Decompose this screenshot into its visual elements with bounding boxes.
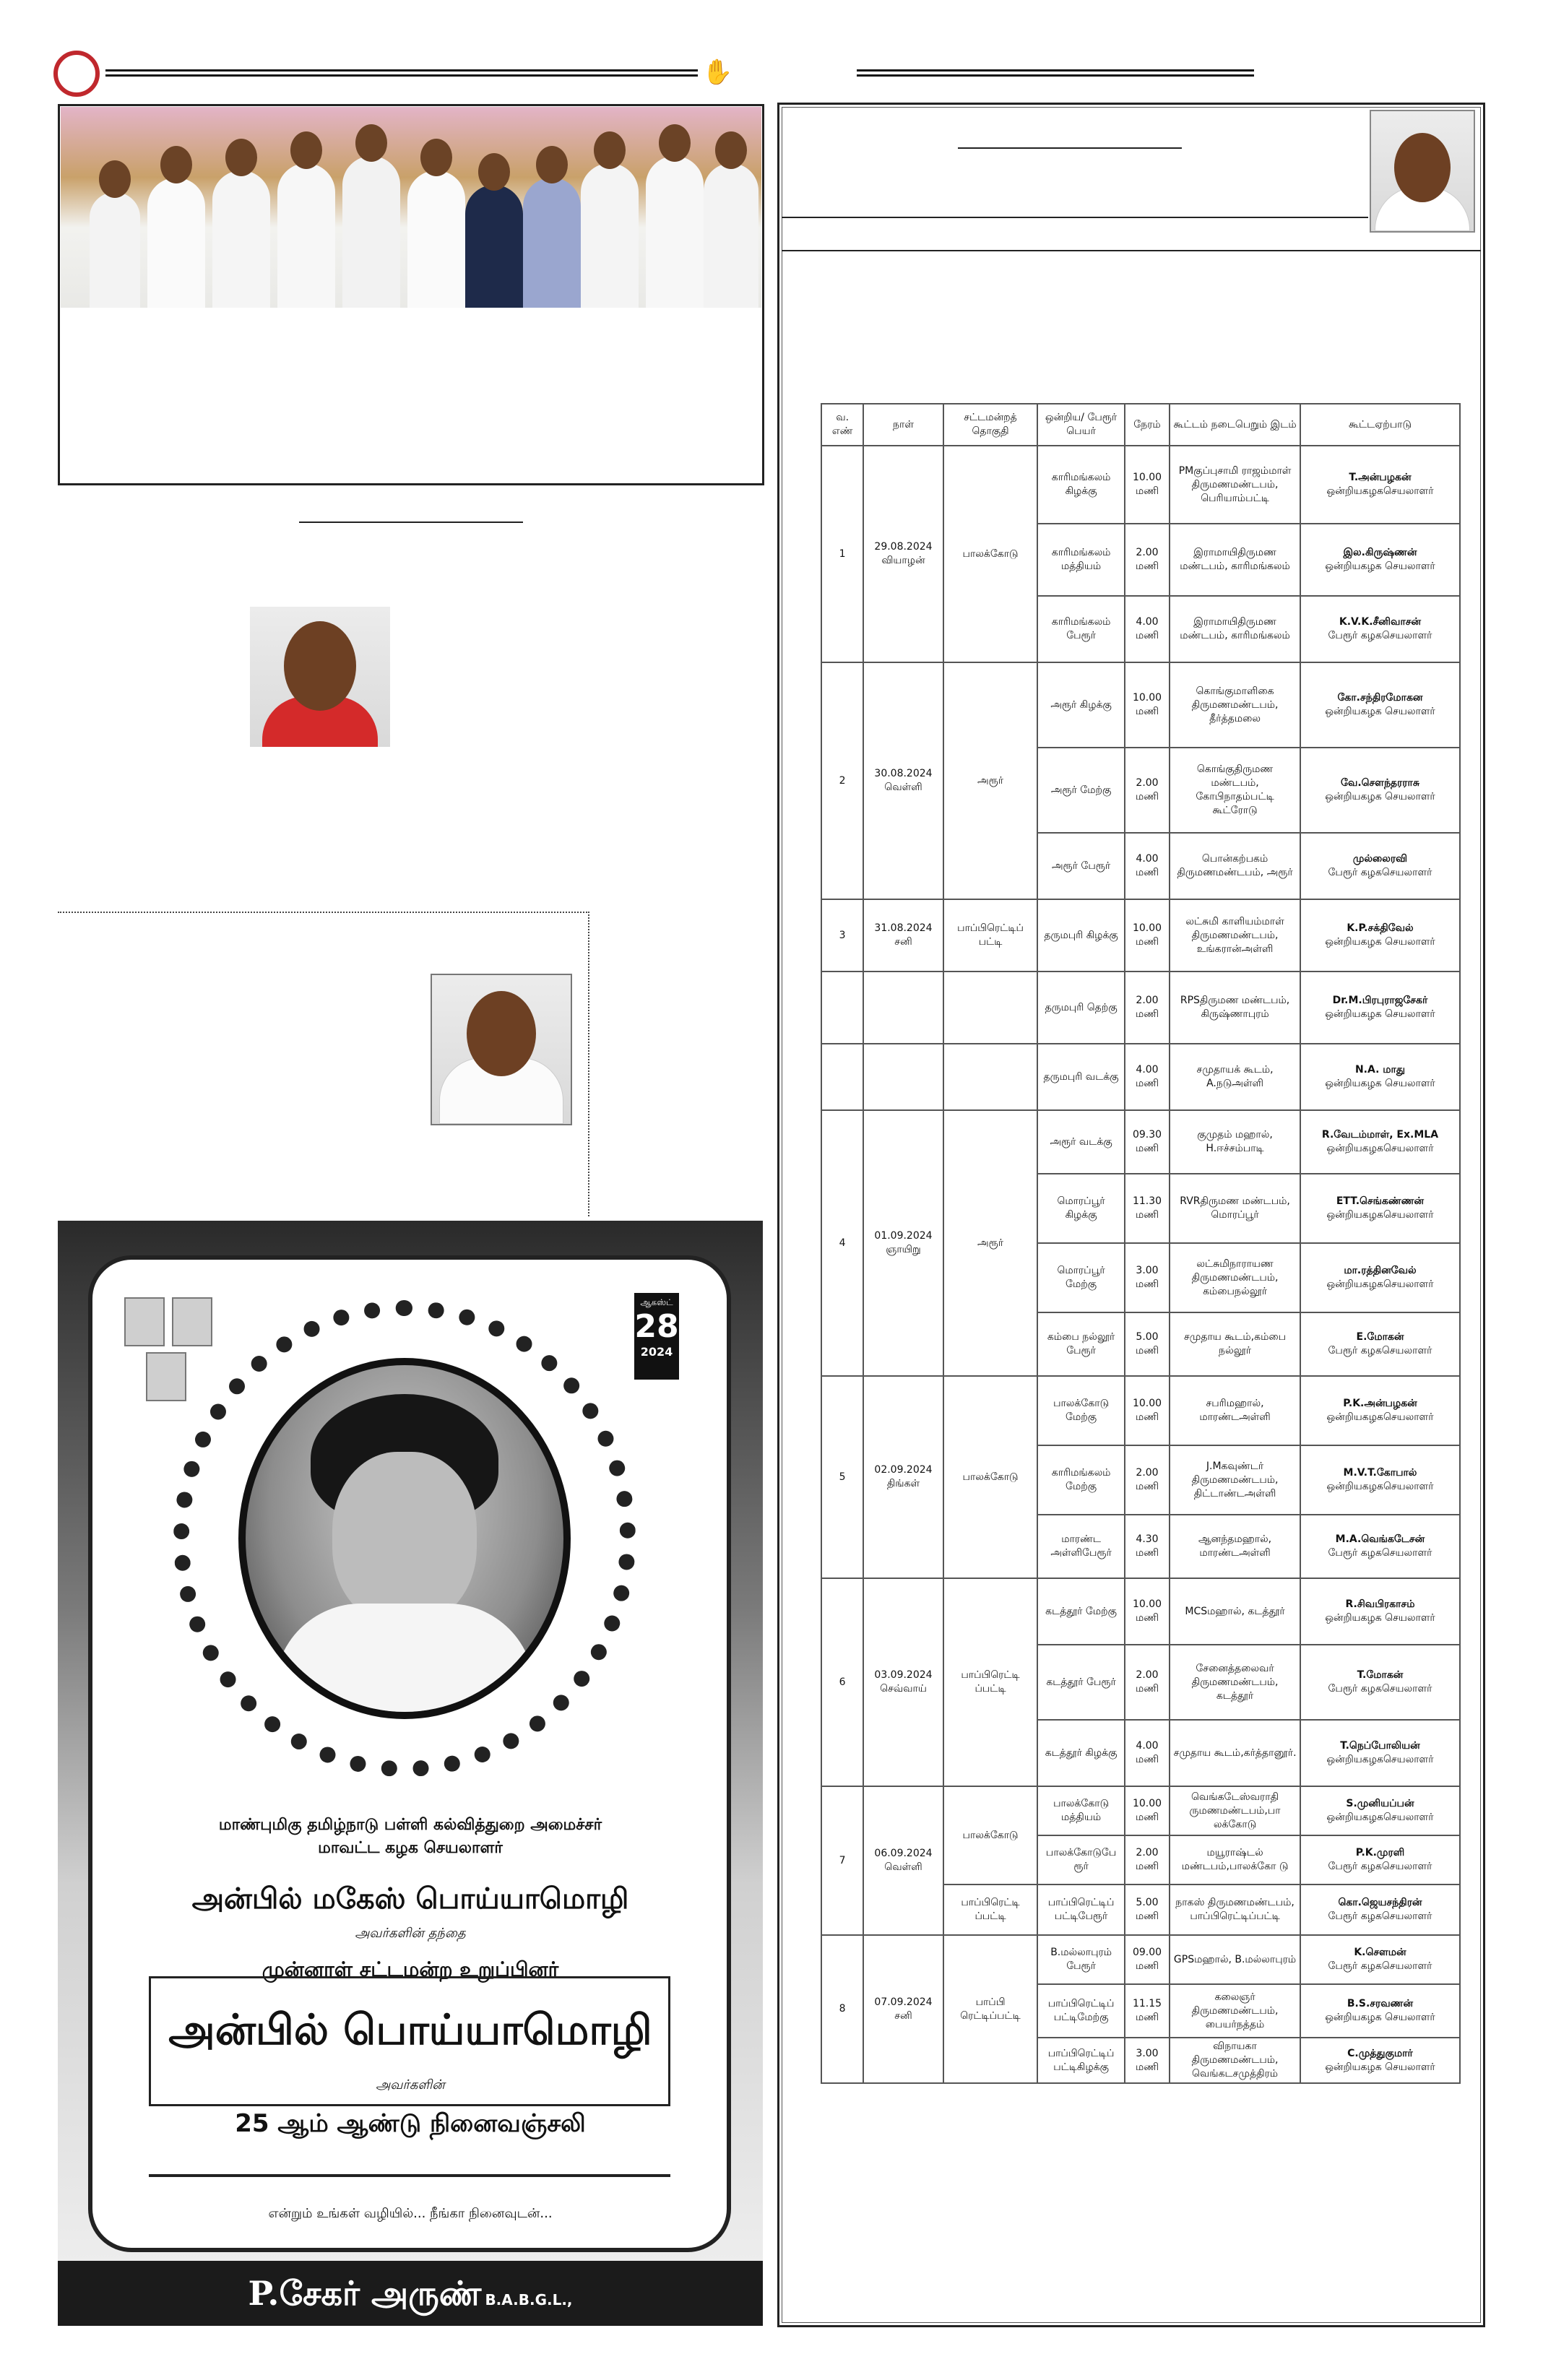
cell-union: அரூர் மேற்கு — [1037, 748, 1125, 833]
cell-date — [863, 662, 943, 899]
cell-union: காரிமங்கலம் கிழக்கு — [1037, 446, 1125, 524]
cell-day-value: வெள்ளி — [884, 782, 922, 793]
cell-serial: 2 — [821, 662, 863, 899]
cell-date — [863, 1044, 943, 1110]
cell-date — [863, 1110, 943, 1376]
cell-time: 2.00 மணி — [1125, 1835, 1170, 1884]
organiser-name: R.சிவபிரகாசம் — [1345, 1598, 1415, 1610]
cell-time: 4.00 மணி — [1125, 833, 1170, 899]
cell-venue: கொங்குதிருமண மண்டபம், கோபிநாதம்பட்டி கூட்ரோடு — [1170, 748, 1300, 833]
cell-time: 10.00 மணி — [1125, 446, 1170, 524]
notice-portrait — [1370, 110, 1475, 233]
cell-constituency: பாப்பிரெட்டிப் பட்டி — [943, 899, 1038, 972]
cell-venue: PMகுப்புசாமி ராஜம்மாள் திருமணமண்டபம், பெரியாம்பட்டி — [1170, 446, 1300, 524]
cell-union: கடத்தூர் மேற்கு — [1037, 1578, 1125, 1645]
deceased-name: அன்பில் பொய்யாமொழி — [168, 2005, 652, 2054]
footer-degree: B.A.B.G.L., — [485, 2291, 573, 2308]
date-month: ஆகஸ்ட் — [640, 1297, 673, 1307]
table-row — [821, 1044, 1460, 1110]
table-row — [821, 1578, 1460, 1645]
cell-organiser — [1300, 1174, 1460, 1243]
leader-portrait-2 — [172, 1297, 212, 1346]
organiser-role: ஒன்றியகழகசெயலாளர் — [1326, 1411, 1434, 1423]
cell-date — [863, 446, 943, 662]
cell-time: 4.00 மணி — [1125, 596, 1170, 662]
memorial-portrait — [238, 1358, 571, 1719]
masthead-circle-icon — [53, 51, 100, 97]
cell-venue: குமுதம் மஹால், H.ஈச்சம்பாடி — [1170, 1110, 1300, 1174]
cell-date-value: 30.08.2024 — [874, 768, 933, 779]
cell-union: பாலக்கோடு மத்தியம் — [1037, 1786, 1125, 1835]
table-row — [821, 1786, 1460, 1835]
cell-time: 4.00 மணி — [1125, 1044, 1170, 1110]
footer-name: P.சேகர் அருண் — [248, 2274, 482, 2313]
cell-time: 4.00 மணி — [1125, 1720, 1170, 1786]
cell-time: 3.00 மணி — [1125, 2038, 1170, 2083]
cell-time: 10.00 மணி — [1125, 662, 1170, 748]
date-badge — [634, 1293, 679, 1380]
memorial-tagline: என்றும் உங்கள் வழியில்... நீங்கா நினைவுடன்... — [268, 2206, 553, 2221]
cell-organiser — [1300, 446, 1460, 524]
cell-time: 3.00 மணி — [1125, 1243, 1170, 1312]
memorial-line-1: மாண்புமிகு தமிழ்நாடு பள்ளி கல்வித்துறை அமைச்சர் — [218, 1816, 602, 1834]
organiser-name: C.முத்துகுமார் — [1347, 2047, 1413, 2059]
cell-union: அரூர் கிழக்கு — [1037, 662, 1125, 748]
cell-union: காரிமங்கலம் மத்தியம் — [1037, 524, 1125, 596]
cell-organiser — [1300, 1786, 1460, 1835]
cell-serial: 7 — [821, 1786, 863, 1935]
cell-time: 4.30 மணி — [1125, 1515, 1170, 1578]
organiser-role: ஒன்றியகழகசெயலாளர் — [1326, 1278, 1434, 1290]
organiser-name: இல.கிருஷ்ணன் — [1343, 547, 1417, 558]
cell-date-value: 01.09.2024 — [874, 1230, 933, 1242]
cell-organiser — [1300, 1884, 1460, 1935]
organiser-role: ஒன்றியகழக செயலாளர் — [1325, 2061, 1435, 2073]
cell-union: அரூர் வடக்கு — [1037, 1110, 1125, 1174]
organiser-name: B.S.சரவணன் — [1347, 1998, 1414, 2009]
organiser-name: R.வேடம்மாள், Ex.MLA — [1321, 1129, 1439, 1141]
col-header-venue: கூட்டம் நடைபெறும் இடம் — [1170, 404, 1300, 446]
cell-organiser — [1300, 833, 1460, 899]
cell-venue: சமுதாய கூடம்,கர்த்தானூர். — [1170, 1720, 1300, 1786]
organiser-name: வே.சௌந்தரராசு — [1341, 777, 1419, 789]
organiser-role: ஒன்றியகழகசெயலாளர் — [1326, 485, 1434, 497]
cell-venue: விநாயகா திருமணமண்டபம், வெங்கடசமுத்திரம் — [1170, 2038, 1300, 2083]
organiser-role: ஒன்றியகழக செயலாளர் — [1325, 1008, 1435, 1020]
cell-organiser — [1300, 748, 1460, 833]
organiser-name: T.அன்பழகன் — [1349, 472, 1412, 483]
cell-serial — [821, 972, 863, 1044]
cell-venue: GPSமஹால், B.மல்லாபுரம் — [1170, 1935, 1300, 1984]
cell-date — [863, 1935, 943, 2083]
portrait-photo-2 — [431, 974, 572, 1125]
organiser-role: ஒன்றியகழகசெயலாளர் — [1326, 1143, 1434, 1154]
cell-organiser — [1300, 1935, 1460, 1984]
organiser-role: பேரூர் கழகசெயலாளர் — [1328, 1960, 1432, 1972]
cell-union: கடத்தூர் பேரூர் — [1037, 1645, 1125, 1720]
cell-date-value: 03.09.2024 — [874, 1669, 933, 1681]
table-row — [821, 446, 1460, 524]
cell-constituency: பாலக்கோடு — [943, 1376, 1038, 1578]
cell-constituency: அரூர் — [943, 662, 1038, 899]
cell-union: பாப்பிரெட்டிப் பட்டிமேற்கு — [1037, 1984, 1125, 2038]
cell-time: 2.00 மணி — [1125, 524, 1170, 596]
cell-organiser — [1300, 1835, 1460, 1884]
organiser-name: T.நெப்போலியன் — [1340, 1740, 1420, 1752]
cell-day-value: சனி — [894, 2009, 912, 2022]
memorial-line-2: மாவட்ட கழக செயலாளர் — [318, 1839, 503, 1857]
organiser-role: பேரூர் கழகசெயலாளர் — [1328, 1683, 1432, 1695]
dotted-divider-vertical — [588, 912, 589, 1216]
organiser-name: S.முனியப்பன் — [1346, 1798, 1414, 1809]
cell-day-value: திங்கள் — [886, 1478, 920, 1489]
cell-organiser — [1300, 899, 1460, 972]
date-day: 28 — [634, 1308, 679, 1345]
remembrance-title: 25 ஆம் ஆண்டு நினைவஞ்சலி — [235, 2109, 586, 2138]
cell-venue: J.Mகவுண்டர் திருமணமண்டபம், திட்டாண்டஅள்ளி — [1170, 1445, 1300, 1515]
party-emblem-icon: ✋ — [702, 58, 733, 87]
cell-date — [863, 899, 943, 972]
cell-union: பாலக்கோடு மேற்கு — [1037, 1376, 1125, 1445]
cell-date-value: 29.08.2024 — [874, 541, 933, 553]
cell-venue: RPSதிருமண மண்டபம், கிருஷ்ணாபுரம் — [1170, 972, 1300, 1044]
organiser-name: மா.ரத்தினவேல் — [1344, 1265, 1417, 1276]
cell-time: 2.00 மணி — [1125, 748, 1170, 833]
table-row — [821, 972, 1460, 1044]
organiser-role: ஒன்றியகழகசெயலாளர் — [1326, 1481, 1434, 1492]
memorial-footer — [58, 2261, 763, 2326]
organiser-name: N.A. மாது — [1354, 1064, 1405, 1076]
meeting-schedule-table — [821, 403, 1461, 2084]
cell-union: காரிமங்கலம் பேரூர் — [1037, 596, 1125, 662]
organiser-role: பேரூர் கழகசெயலாளர் — [1328, 1547, 1432, 1559]
organiser-name: E.மோகன் — [1356, 1331, 1404, 1343]
col-header-organiser: கூட்டஏற்பாடு — [1300, 404, 1460, 446]
organiser-role: ஒன்றியகழக செயலாளர் — [1325, 936, 1435, 948]
cell-day-value: வெள்ளி — [884, 1861, 922, 1873]
cell-time: 10.00 மணி — [1125, 899, 1170, 972]
cell-organiser — [1300, 1110, 1460, 1174]
cell-union: மாரண்ட அள்ளிபேரூர் — [1037, 1515, 1125, 1578]
cell-date — [863, 972, 943, 1044]
organiser-name: முல்லைரவி — [1352, 853, 1408, 865]
cell-union: பாப்பிரெட்டிப் பட்டிகிழக்கு — [1037, 2038, 1125, 2083]
cell-constituency-2: பாப்பிரெட்டி ப்பட்டி — [943, 1884, 1038, 1935]
organiser-role: ஒன்றியகழக செயலாளர் — [1325, 561, 1435, 572]
cell-organiser — [1300, 1984, 1460, 2038]
organiser-role: ஒன்றியகழக செயலாளர் — [1325, 2012, 1435, 2023]
cell-venue: கொங்குமாளிகை திருமணமண்டபம், தீர்த்தமலை — [1170, 662, 1300, 748]
cell-time: 11.30 மணி — [1125, 1174, 1170, 1243]
organiser-role: பேரூர் கழகசெயலாளர் — [1328, 1911, 1432, 1922]
organiser-role: பேரூர் கழகசெயலாளர் — [1328, 867, 1432, 878]
cell-constituency — [943, 1044, 1038, 1110]
cell-constituency: அரூர் — [943, 1110, 1038, 1376]
header-rule-right — [857, 69, 1254, 77]
cell-organiser — [1300, 1720, 1460, 1786]
cell-venue: இராமாயிதிருமண மண்டபம், காரிமங்கலம் — [1170, 524, 1300, 596]
cell-venue: RVRதிருமண மண்டபம், மொரப்பூர் — [1170, 1174, 1300, 1243]
cell-union: அரூர் பேரூர் — [1037, 833, 1125, 899]
organiser-name: K.P.சக்திவேல் — [1347, 922, 1414, 934]
organiser-name: M.A.வெங்கடேசன் — [1335, 1533, 1425, 1545]
table-row — [821, 1935, 1460, 1984]
cell-union: தருமபுரி தெற்கு — [1037, 972, 1125, 1044]
organiser-role: ஒன்றியகழக செயலாளர் — [1325, 706, 1435, 717]
cell-day-value: சனி — [894, 936, 912, 948]
cell-venue: MCSமஹால், கடத்தூர் — [1170, 1578, 1300, 1645]
organiser-name: M.V.T.கோபால் — [1343, 1467, 1417, 1479]
cell-time: 5.00 மணி — [1125, 1884, 1170, 1935]
cell-union: காரிமங்கலம் மேற்கு — [1037, 1445, 1125, 1515]
organiser-role: பேரூர் கழகசெயலாளர் — [1328, 630, 1432, 641]
cell-date-value: 02.09.2024 — [874, 1464, 933, 1476]
cell-day-value: செவ்வாய் — [880, 1683, 927, 1695]
notice-title-rule — [958, 147, 1182, 149]
col-header-time: நேரம் — [1125, 404, 1170, 446]
cell-venue: வெங்கடேஸ்வராதி ருமணமண்டபம்,பா லக்கோடு — [1170, 1786, 1300, 1835]
cell-venue: லட்சுமி காளியம்மாள் திருமணமண்டபம், உங்கரான்அள்ளி — [1170, 899, 1300, 972]
cell-venue: மயூராஷ்டல் மண்டபம்,பாலக்கோ டு — [1170, 1835, 1300, 1884]
cell-union: பாப்பிரெட்டிப் பட்டிபேரூர் — [1037, 1884, 1125, 1935]
cell-venue: சமுதாய கூடம்,கம்பை நல்லூர் — [1170, 1312, 1300, 1376]
cell-union: கடத்தூர் கிழக்கு — [1037, 1720, 1125, 1786]
organiser-name: K.சௌமன் — [1354, 1947, 1406, 1958]
organiser-name: P.K.முரளி — [1355, 1847, 1405, 1858]
cell-venue: சபரிமஹால், மாரண்டஅள்ளி — [1170, 1376, 1300, 1445]
cell-organiser — [1300, 1515, 1460, 1578]
cell-union: தருமபுரி கிழக்கு — [1037, 899, 1125, 972]
organiser-role: பேரூர் கழகசெயலாளர் — [1328, 1345, 1432, 1356]
organiser-name: P.K.அன்பழகன் — [1343, 1398, 1417, 1409]
cell-organiser — [1300, 1578, 1460, 1645]
cell-organiser — [1300, 972, 1460, 1044]
cell-organiser — [1300, 1243, 1460, 1312]
organiser-role: பேரூர் கழகசெயலாளர் — [1328, 1861, 1432, 1872]
cell-constituency: பாப்பிரெட்டி ப்பட்டி — [943, 1578, 1038, 1786]
date-year: 2024 — [640, 1345, 673, 1359]
cell-time: 5.00 மணி — [1125, 1312, 1170, 1376]
organiser-role: ஒன்றியகழகசெயலாளர் — [1326, 1754, 1434, 1765]
cell-venue: நாகஸ் திருமணமண்டபம், பாப்பிரெட்டிப்பட்டி — [1170, 1884, 1300, 1935]
organiser-name: T.மோகன் — [1357, 1669, 1404, 1681]
father-suffix: அவர்களின் தந்தை — [355, 1926, 466, 1941]
organiser-name: கோ.சந்திரமோகன — [1337, 692, 1423, 704]
cell-union: தருமபுரி வடக்கு — [1037, 1044, 1125, 1110]
organiser-name: கொ.ஜெயசந்திரன் — [1338, 1897, 1422, 1908]
cell-serial: 1 — [821, 446, 863, 662]
cell-time: 10.00 மணி — [1125, 1376, 1170, 1445]
cell-organiser — [1300, 1376, 1460, 1445]
portrait-photo-1 — [250, 607, 390, 747]
dotted-divider-horizontal — [58, 912, 589, 913]
table-row — [821, 899, 1460, 972]
organiser-name: Dr.M.பிரபுராஜசேகர் — [1332, 995, 1428, 1006]
cell-time: 2.00 மணி — [1125, 1445, 1170, 1515]
cell-venue: பொன்கற்பகம் திருமணமண்டபம், அரூர் — [1170, 833, 1300, 899]
col-header-constituency: சட்டமன்றத் தொகுதி — [943, 404, 1038, 446]
cell-serial: 3 — [821, 899, 863, 972]
organiser-name: K.V.K.சீனிவாசன் — [1339, 616, 1422, 628]
col-header-date: நாள் — [863, 404, 943, 446]
cell-union: மொரப்பூர் கிழக்கு — [1037, 1174, 1125, 1243]
cell-serial — [821, 1044, 863, 1110]
minister-name: அன்பில் மகேஸ் பொய்யாமொழி — [191, 1882, 629, 1916]
table-row — [821, 662, 1460, 748]
cell-union: B.மல்லாபுரம் பேரூர் — [1037, 1935, 1125, 1984]
cell-constituency: பாப்பி ரெட்டிப்பட்டி — [943, 1935, 1038, 2083]
notice-rule-2 — [782, 217, 1368, 218]
cell-organiser — [1300, 1312, 1460, 1376]
cell-time: 10.00 மணி — [1125, 1578, 1170, 1645]
cell-organiser — [1300, 2038, 1460, 2083]
leader-portrait-1 — [124, 1297, 165, 1346]
former-title: முன்னாள் சட்டமன்ற உறுப்பினர் — [253, 1957, 568, 1984]
organiser-role: ஒன்றியகழக செயலாளர் — [1325, 791, 1435, 802]
cell-organiser — [1300, 596, 1460, 662]
cell-date — [863, 1376, 943, 1578]
cell-venue: ஆனந்தமஹால், மாரண்டஅள்ளி — [1170, 1515, 1300, 1578]
cell-date — [863, 1578, 943, 1786]
cell-union: மொரப்பூர் மேற்கு — [1037, 1243, 1125, 1312]
table-header-row — [821, 404, 1460, 446]
cell-time: 2.00 மணி — [1125, 1645, 1170, 1720]
cell-date — [863, 1786, 943, 1935]
cell-date-value: 07.09.2024 — [874, 1996, 933, 2008]
cell-union: பாலக்கோடுபே ரூர் — [1037, 1835, 1125, 1884]
organiser-role: ஒன்றியகழக செயலாளர் — [1325, 1612, 1435, 1624]
section-divider — [299, 522, 523, 523]
cell-serial: 4 — [821, 1110, 863, 1376]
cell-organiser — [1300, 662, 1460, 748]
cell-constituency: பாலக்கோடு — [943, 446, 1038, 662]
cell-date-value: 31.08.2024 — [874, 922, 933, 934]
col-header-no: வ. எண் — [821, 404, 863, 446]
cell-organiser — [1300, 1645, 1460, 1720]
cell-venue: சமுதாயக் கூடம், A.நடுஅள்ளி — [1170, 1044, 1300, 1110]
cell-date-value: 06.09.2024 — [874, 1848, 933, 1859]
cell-time: 09.30 மணி — [1125, 1110, 1170, 1174]
organiser-role: ஒன்றியகழக செயலாளர் — [1325, 1078, 1435, 1089]
cell-time: 09.00 மணி — [1125, 1935, 1170, 1984]
cell-venue: லட்சுமிநாராயண திருமணமண்டபம், கம்பைநல்லூர் — [1170, 1243, 1300, 1312]
group-photo — [61, 107, 761, 308]
cell-time: 11.15 மணி — [1125, 1984, 1170, 2038]
col-header-union: ஒன்றிய/ பேரூர் பெயர் — [1037, 404, 1125, 446]
table-row — [821, 1110, 1460, 1174]
flourish-divider — [149, 2174, 670, 2177]
cell-venue: சேனைத்தலைவர் திருமணமண்டபம், கடத்தூர் — [1170, 1645, 1300, 1720]
cell-union: கம்பை நல்லூர் பேரூர் — [1037, 1312, 1125, 1376]
cell-venue: கலைஞர் திருமணமண்டபம், பையர்நத்தம் — [1170, 1984, 1300, 2038]
cell-day-value: ஞாயிறு — [886, 1244, 921, 1255]
header-rule-left — [105, 69, 698, 77]
cell-day-value: வியாழன் — [881, 555, 925, 566]
cell-time: 10.00 மணி — [1125, 1786, 1170, 1835]
notice-rule-3 — [782, 250, 1481, 251]
cell-constituency — [943, 972, 1038, 1044]
organiser-role: ஒன்றியகழகசெயலாளர் — [1326, 1209, 1434, 1221]
organiser-name: ETT.செங்கண்ணன் — [1336, 1195, 1425, 1207]
cell-constituency: பாலக்கோடு — [943, 1786, 1038, 1884]
cell-organiser — [1300, 524, 1460, 596]
cell-venue: இராமாயிதிருமண மண்டபம், காரிமங்கலம் — [1170, 596, 1300, 662]
cell-organiser — [1300, 1445, 1460, 1515]
cell-organiser — [1300, 1044, 1460, 1110]
table-row — [821, 1376, 1460, 1445]
cell-serial: 6 — [821, 1578, 863, 1786]
cell-serial: 5 — [821, 1376, 863, 1578]
cell-serial: 8 — [821, 1935, 863, 2083]
leader-portrait-3 — [146, 1352, 186, 1401]
cell-time: 2.00 மணி — [1125, 972, 1170, 1044]
deceased-suffix: அவர்களின் — [376, 2077, 445, 2093]
organiser-role: ஒன்றியகழகசெயலாளர் — [1326, 1812, 1434, 1823]
